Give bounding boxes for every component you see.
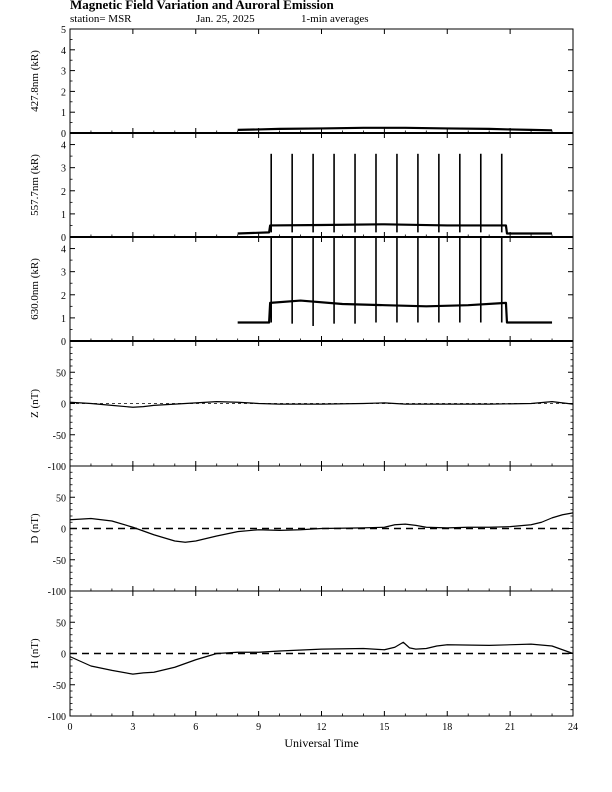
x-tick-label: 24	[568, 722, 578, 733]
y-tick-label: 50	[56, 368, 66, 380]
y-tick-label: 1	[61, 209, 66, 221]
y-tick-label: -50	[52, 680, 66, 692]
y-tick-label: -50	[52, 430, 66, 442]
series-line	[238, 224, 552, 233]
station-label: station= MSR	[70, 13, 132, 25]
x-axis-label: Universal Time	[284, 736, 359, 750]
y-tick-label: 0	[61, 649, 66, 661]
panel-2	[29, 133, 573, 244]
y-tick-label: 50	[56, 618, 66, 630]
y-axis-label: 557.7nm (kR)	[29, 154, 41, 216]
panel-frame	[70, 29, 573, 133]
y-tick-label: 0	[61, 399, 66, 411]
y-tick-label: 4	[61, 244, 66, 256]
panel-4	[29, 341, 573, 473]
y-tick-label: 0	[61, 129, 66, 140]
y-tick-label: -50	[52, 555, 66, 567]
series-line	[70, 642, 573, 674]
y-tick-label: 50	[56, 493, 66, 505]
x-tick-label: 15	[379, 722, 390, 733]
chart-title: Magnetic Field Variation and Auroral Emission	[70, 0, 334, 12]
y-tick-label: 2	[61, 87, 66, 99]
y-tick-label: 0	[61, 524, 66, 536]
y-tick-label: 2	[61, 290, 66, 302]
panel-6	[29, 591, 573, 723]
y-tick-label: -100	[47, 587, 66, 598]
series-line	[238, 128, 552, 131]
y-axis-label: 630.0nm (kR)	[29, 258, 41, 320]
panel-5	[29, 466, 573, 598]
averaging-label: 1-min averages	[301, 13, 369, 25]
y-tick-label: -100	[47, 712, 66, 723]
series-line	[238, 301, 552, 323]
panel-frame	[70, 133, 573, 237]
y-tick-label: 3	[61, 267, 66, 279]
panel-frame	[70, 237, 573, 341]
x-tick-label: 6	[193, 722, 199, 733]
y-tick-label: 4	[61, 140, 66, 152]
series-line	[70, 402, 573, 408]
y-tick-label: 2	[61, 186, 66, 198]
y-tick-label: 3	[61, 66, 66, 78]
y-axis-label: Z (nT)	[29, 388, 41, 419]
x-tick-label: 9	[256, 722, 262, 733]
x-tick-label: 12	[316, 722, 327, 733]
y-tick-label: -100	[47, 462, 66, 473]
y-axis-label: D (nT)	[29, 513, 41, 544]
y-tick-label: 3	[61, 163, 66, 175]
y-tick-label: 5	[61, 25, 66, 36]
y-tick-label: 1	[61, 108, 66, 120]
y-tick-label: 4	[61, 45, 66, 57]
y-axis-label: H (nT)	[29, 638, 41, 669]
date-label: Jan. 25, 2025	[196, 13, 255, 25]
y-tick-label: 0	[61, 337, 66, 348]
panel-1	[29, 25, 573, 140]
x-tick-label: 3	[130, 722, 136, 733]
series-line	[70, 513, 573, 542]
x-tick-label: 18	[442, 722, 453, 733]
y-axis-label: 427.8nm (kR)	[29, 50, 41, 112]
x-tick-label: 0	[67, 722, 73, 733]
x-tick-label: 21	[505, 722, 516, 733]
panel-3	[29, 237, 573, 348]
y-tick-label: 0	[61, 233, 66, 244]
y-tick-label: 1	[61, 313, 66, 325]
